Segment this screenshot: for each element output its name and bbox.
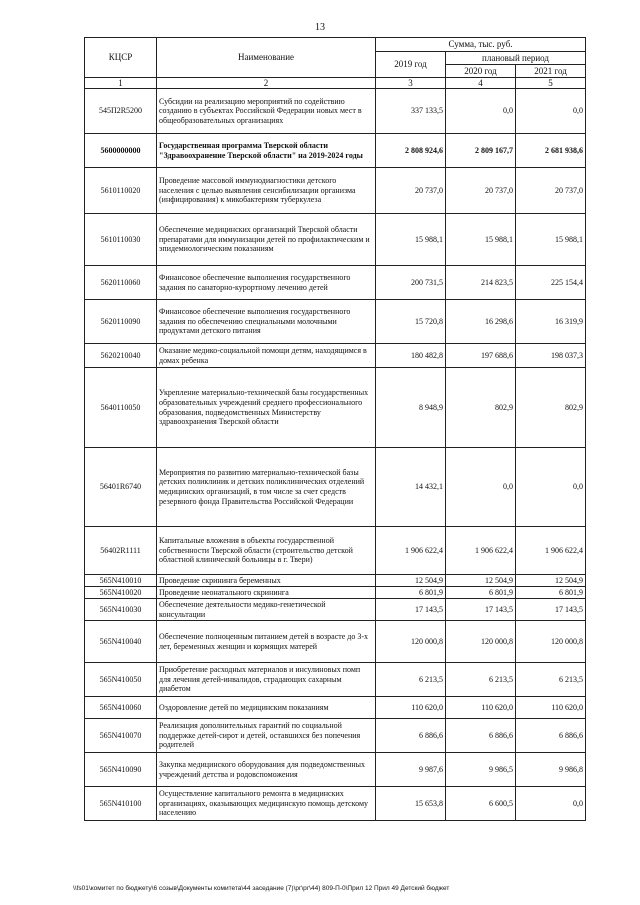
row-name: Закупка медицинского оборудования для подведомственных учреждений детства и родовспоможения bbox=[157, 753, 376, 787]
row-value-2020: 6 886,6 bbox=[446, 719, 516, 753]
table-row bbox=[85, 753, 586, 787]
row-value-2020: 9 986,5 bbox=[446, 753, 516, 787]
header-name: Наименование bbox=[157, 38, 376, 78]
table-row bbox=[85, 214, 586, 266]
row-code: 565N410060 bbox=[85, 697, 157, 719]
row-value-2020: 6 600,5 bbox=[446, 787, 516, 821]
row-value-2019: 20 737,0 bbox=[376, 168, 446, 214]
row-name: Мероприятия по развитию материально-технической базы детских поликлиник и детских поликлинических отделений медицинских организаций, в том числе за счет средств резервного фонда Правительства Российской Федерации bbox=[157, 448, 376, 527]
row-value-2019: 6 213,5 bbox=[376, 663, 446, 697]
row-value-2020: 197 688,6 bbox=[446, 344, 516, 368]
header-code: КЦСР bbox=[85, 38, 157, 78]
table-body bbox=[85, 78, 586, 821]
column-number-2: 2 bbox=[157, 78, 376, 89]
row-value-2019: 337 133,5 bbox=[376, 89, 446, 134]
row-name: Государственная программа Тверской области "Здравоохранение Тверской области" на 2019-2024 годы bbox=[157, 134, 376, 168]
column-number-1: 1 bbox=[85, 78, 157, 89]
row-name: Проведение скрининга беременных bbox=[157, 575, 376, 587]
row-value-2020: 0,0 bbox=[446, 448, 516, 527]
table-row bbox=[85, 575, 586, 587]
row-code: 5620110090 bbox=[85, 300, 157, 344]
row-value-2021: 20 737,0 bbox=[516, 168, 586, 214]
table-row bbox=[85, 89, 586, 134]
row-name: Оздоровление детей по медицинским показаниям bbox=[157, 697, 376, 719]
row-value-2021: 802,9 bbox=[516, 368, 586, 448]
row-value-2019: 9 987,6 bbox=[376, 753, 446, 787]
row-name: Укрепление материально-технической базы государственных образовательных учреждений среднего профессионального образования, подведомственных Министерству здравоохранения Тверской области bbox=[157, 368, 376, 448]
row-value-2020: 0,0 bbox=[446, 89, 516, 134]
row-value-2020: 6 801,9 bbox=[446, 587, 516, 599]
row-value-2019: 110 620,0 bbox=[376, 697, 446, 719]
row-code: 5610110020 bbox=[85, 168, 157, 214]
row-code: 5620110060 bbox=[85, 266, 157, 300]
table-row bbox=[85, 448, 586, 527]
row-value-2021: 198 037,3 bbox=[516, 344, 586, 368]
header-year-2020: 2020 год bbox=[446, 65, 516, 78]
table-row bbox=[85, 168, 586, 214]
table-row bbox=[85, 663, 586, 697]
row-value-2020: 20 737,0 bbox=[446, 168, 516, 214]
row-code: 5610110030 bbox=[85, 214, 157, 266]
table-row bbox=[85, 368, 586, 448]
row-value-2021: 15 988,1 bbox=[516, 214, 586, 266]
row-name: Реализация дополнительных гарантий по социальной поддержке детей-сирот и детей, оставшихся без попечения родителей bbox=[157, 719, 376, 753]
row-name: Финансовое обеспечение выполнения государственного задания по обеспечению специальными молочными продуктами детского питания bbox=[157, 300, 376, 344]
row-name: Проведение массовой иммунодиагностики детского населения с целью выявления сенсибилизации организма (инфицирования) к микобактериям туберкулеза bbox=[157, 168, 376, 214]
table-row bbox=[85, 787, 586, 821]
row-value-2020: 802,9 bbox=[446, 368, 516, 448]
row-code: 565N410090 bbox=[85, 753, 157, 787]
table-row bbox=[85, 527, 586, 575]
row-code: 565N410100 bbox=[85, 787, 157, 821]
header-year-2021: 2021 год bbox=[516, 65, 586, 78]
row-value-2019: 15 653,8 bbox=[376, 787, 446, 821]
row-value-2020: 2 809 167,7 bbox=[446, 134, 516, 168]
row-value-2019: 15 988,1 bbox=[376, 214, 446, 266]
row-value-2021: 0,0 bbox=[516, 787, 586, 821]
header-year-2019: 2019 год bbox=[376, 52, 446, 78]
row-value-2021: 9 986,8 bbox=[516, 753, 586, 787]
row-value-2020: 1 906 622,4 bbox=[446, 527, 516, 575]
row-value-2020: 15 988,1 bbox=[446, 214, 516, 266]
table-header bbox=[85, 38, 586, 78]
table-row bbox=[85, 719, 586, 753]
row-value-2019: 6 886,6 bbox=[376, 719, 446, 753]
row-name: Обеспечение медицинских организаций Тверской области препаратами для иммунизации детей по профилактическим и эпидемиологическим показаниям bbox=[157, 214, 376, 266]
row-name: Приобретение расходных материалов и инсулиновых помп для лечения детей-инвалидов, страдающих сахарным диабетом bbox=[157, 663, 376, 697]
row-value-2019: 12 504,9 bbox=[376, 575, 446, 587]
row-value-2019: 6 801,9 bbox=[376, 587, 446, 599]
table-row bbox=[85, 587, 586, 599]
row-value-2019: 200 731,5 bbox=[376, 266, 446, 300]
row-value-2020: 17 143,5 bbox=[446, 599, 516, 621]
row-name: Субсидии на реализацию мероприятий по содействию созданию в субъектах Российской Федерации новых мест в общеобразовательных организациях bbox=[157, 89, 376, 134]
row-value-2019: 17 143,5 bbox=[376, 599, 446, 621]
row-value-2019: 180 482,8 bbox=[376, 344, 446, 368]
row-value-2021: 120 000,8 bbox=[516, 621, 586, 663]
row-value-2020: 110 620,0 bbox=[446, 697, 516, 719]
footer-file-path: \\fs01\комитет по бюджету\6 созыв\Документы комитета\44 заседание (7)\рг\рг\44) 809-П-0\Прил 12 Прил 49 Детский бюджет bbox=[73, 885, 450, 892]
row-value-2019: 8 948,9 bbox=[376, 368, 446, 448]
row-value-2021: 0,0 bbox=[516, 89, 586, 134]
row-name: Обеспечение деятельности медико-генетической консультации bbox=[157, 599, 376, 621]
row-code: 565N410040 bbox=[85, 621, 157, 663]
budget-table bbox=[84, 37, 586, 821]
row-value-2021: 6 213,5 bbox=[516, 663, 586, 697]
column-numbers-row bbox=[85, 78, 586, 89]
header-sum: Сумма, тыс. руб. bbox=[376, 38, 586, 52]
row-name: Осуществление капитального ремонта в медицинских организациях, оказывающих медицинскую помощь детскому населению bbox=[157, 787, 376, 821]
row-value-2021: 12 504,9 bbox=[516, 575, 586, 587]
table-row bbox=[85, 344, 586, 368]
table-row bbox=[85, 300, 586, 344]
row-value-2019: 15 720,8 bbox=[376, 300, 446, 344]
table-row bbox=[85, 266, 586, 300]
row-value-2021: 16 319,9 bbox=[516, 300, 586, 344]
row-value-2021: 6 801,9 bbox=[516, 587, 586, 599]
row-value-2021: 2 681 938,6 bbox=[516, 134, 586, 168]
row-value-2021: 225 154,4 bbox=[516, 266, 586, 300]
row-code: 565N410010 bbox=[85, 575, 157, 587]
row-code: 565N410020 bbox=[85, 587, 157, 599]
row-name: Обеспечение полноценным питанием детей в возрасте до 3-х лет, беременных женщин и кормящих матерей bbox=[157, 621, 376, 663]
row-value-2020: 214 823,5 bbox=[446, 266, 516, 300]
row-code: 565N410030 bbox=[85, 599, 157, 621]
row-value-2020: 12 504,9 bbox=[446, 575, 516, 587]
row-value-2019: 14 432,1 bbox=[376, 448, 446, 527]
table-row bbox=[85, 697, 586, 719]
page-number: 13 bbox=[315, 22, 325, 33]
table-row bbox=[85, 621, 586, 663]
row-code: 56402R1111 bbox=[85, 527, 157, 575]
column-number-5: 5 bbox=[516, 78, 586, 89]
row-value-2019: 120 000,8 bbox=[376, 621, 446, 663]
row-value-2019: 2 808 924,6 bbox=[376, 134, 446, 168]
header-planned-period: плановый период bbox=[446, 52, 586, 65]
row-name: Капитальные вложения в объекты государственной собственности Тверской области (строительство детской областной клинической больницы в г. Твери) bbox=[157, 527, 376, 575]
row-name: Проведение неонатального скрининга bbox=[157, 587, 376, 599]
row-code: 56401R6740 bbox=[85, 448, 157, 527]
row-value-2020: 120 000,8 bbox=[446, 621, 516, 663]
row-value-2021: 17 143,5 bbox=[516, 599, 586, 621]
row-code: 5640110050 bbox=[85, 368, 157, 448]
row-value-2020: 16 298,6 bbox=[446, 300, 516, 344]
row-code: 5620210040 bbox=[85, 344, 157, 368]
row-value-2020: 6 213,5 bbox=[446, 663, 516, 697]
row-name: Оказание медико-социальной помощи детям, находящимся в домах ребенка bbox=[157, 344, 376, 368]
table-row bbox=[85, 599, 586, 621]
row-value-2019: 1 906 622,4 bbox=[376, 527, 446, 575]
row-code: 545П2R5200 bbox=[85, 89, 157, 134]
table-row bbox=[85, 134, 586, 168]
column-number-4: 4 bbox=[446, 78, 516, 89]
row-value-2021: 0,0 bbox=[516, 448, 586, 527]
row-code: 5600000000 bbox=[85, 134, 157, 168]
row-name: Финансовое обеспечение выполнения государственного задания по санаторно-курортному лечению детей bbox=[157, 266, 376, 300]
row-code: 565N410050 bbox=[85, 663, 157, 697]
row-value-2021: 6 886,6 bbox=[516, 719, 586, 753]
row-code: 565N410070 bbox=[85, 719, 157, 753]
row-value-2021: 1 906 622,4 bbox=[516, 527, 586, 575]
row-value-2021: 110 620,0 bbox=[516, 697, 586, 719]
column-number-3: 3 bbox=[376, 78, 446, 89]
